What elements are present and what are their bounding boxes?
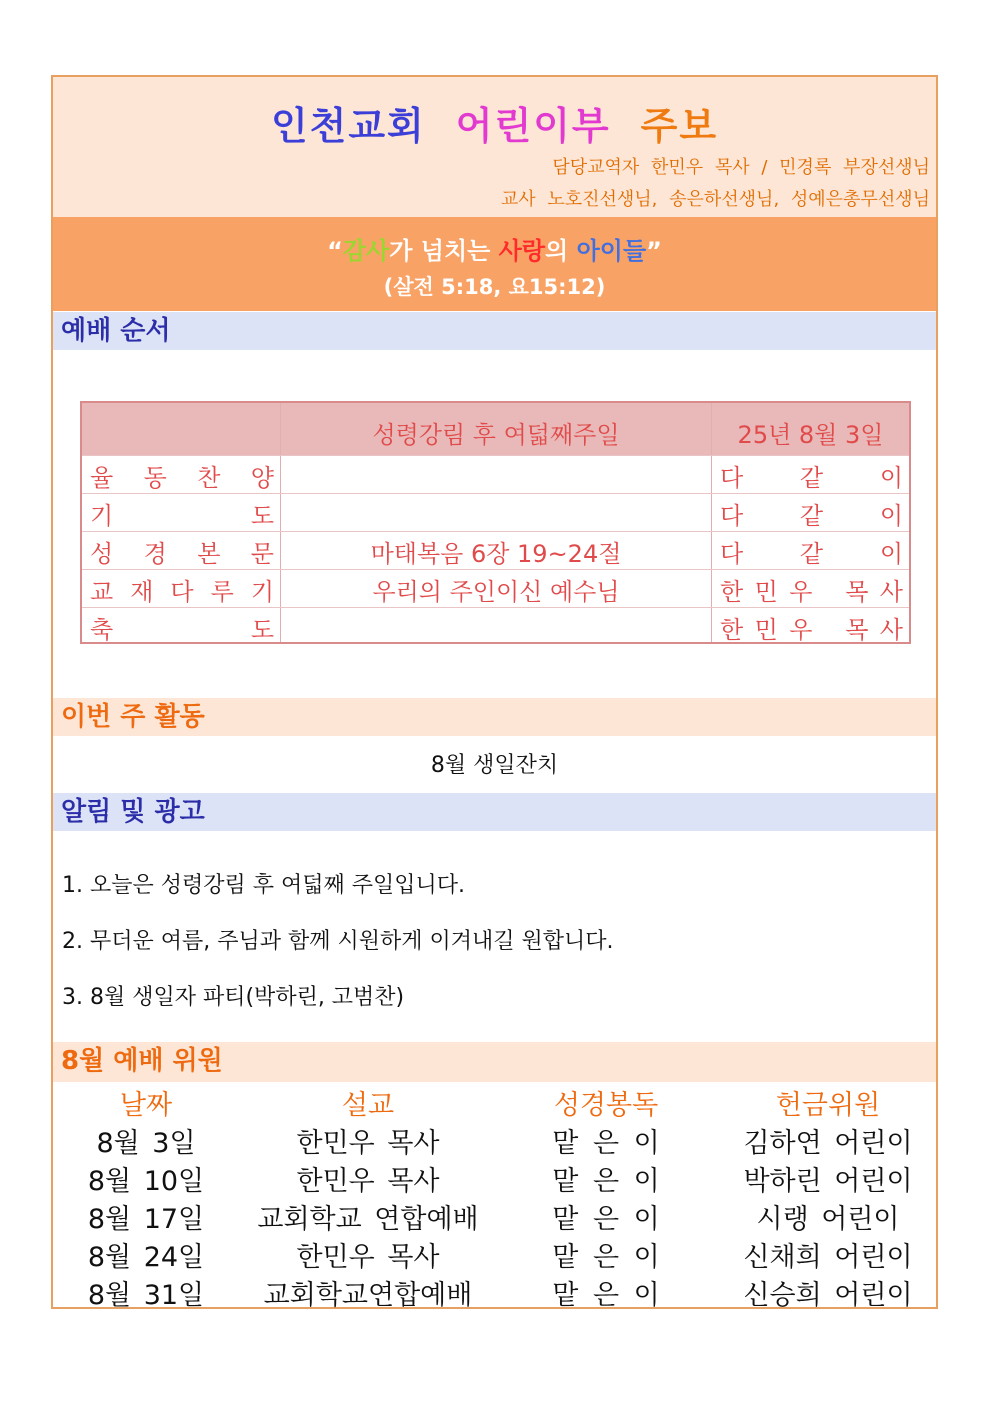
theme-text [53,231,936,266]
duty-cell: 한민우 목사 [296,1242,440,1273]
theme-word-2: 가 넘치는 [389,237,499,265]
order-item [90,496,274,531]
order-leader-char: 이 [879,540,903,568]
section-this-week: 이번 주 활동 [53,698,936,736]
staff-line-1: 담당교역자 한민우 목사 / 민경록 부장선생님 [552,157,930,178]
notice-item: 1. 오늘은 성령강림 후 여덟째 주일입니다. [62,873,465,898]
duty-cell: 박하린 어린이 [743,1166,913,1197]
order-leader-char [824,610,834,645]
order-item-char: 율 [90,464,114,492]
activity-text: 8월 생일잔치 [430,753,559,778]
duty-header: 헌금위원 [775,1090,881,1121]
duty-cell: 맡 은 이 [552,1128,660,1159]
duty-cell: 8월 10일 [87,1166,205,1197]
section-duty: 8월 예배 위원 [53,1042,936,1082]
duty-cell: 신승희 어린이 [743,1280,913,1311]
order-leader-char: 같 [799,464,824,492]
order-leader [720,534,903,569]
duty-cell: 교회학교연합예배 [263,1280,473,1311]
order-item-char: 교 [90,578,114,606]
bulletin-title [53,95,936,150]
quote-open: “ [327,237,343,265]
duty-cell: 8월 24일 [87,1242,205,1273]
theme-verse: (살전 5:18, 요15:12) [383,275,606,299]
order-leader-char [824,572,834,607]
order-item [90,610,274,645]
order-leader-char: 사 [879,616,903,644]
theme-word-love: 사랑 [498,237,546,265]
order-item-char: 도 [250,616,274,644]
order-leader [720,572,903,607]
duty-cell: 신채희 어린이 [743,1242,913,1273]
order-item-char: 본 [197,540,221,568]
order-leader-char: 목 [845,578,869,606]
duty-cell: 한민우 목사 [296,1166,440,1197]
theme-banner [53,217,936,311]
order-item [90,458,274,493]
order-item-char: 찬 [197,464,221,492]
order-leader-char: 목 [845,616,869,644]
title-bulletin: 주보 [640,104,719,148]
title-church: 인천교회 [270,104,426,148]
duty-cell: 맡 은 이 [552,1204,660,1235]
order-leader-char: 이 [879,502,903,530]
duty-cell: 한민우 목사 [296,1128,440,1159]
duty-cell: 시랭 어린이 [756,1204,900,1235]
duty-header: 설교 [341,1090,395,1121]
order-item-char: 문 [250,540,274,568]
notice-item: 3. 8월 생일자 파티(박하린, 고범찬) [62,985,405,1010]
duty-header: 성경봉독 [553,1090,659,1121]
duty-cell: 맡 은 이 [552,1242,660,1273]
order-content: 마태복음 6장 19~24절 [370,540,622,568]
duty-header: 날짜 [119,1090,173,1121]
order-leader-char: 같 [799,502,824,530]
order-leader-char: 같 [799,540,824,568]
duty-cell: 맡 은 이 [552,1166,660,1197]
table-header-title: 성령강림 후 여덟째주일 [372,421,620,449]
order-item-char: 다 [170,578,194,606]
order-leader-char: 우 [789,616,813,644]
order-leader [720,610,903,645]
order-item-char: 기 [250,578,274,606]
section-worship-order: 예배 순서 [53,312,936,350]
order-item [90,534,274,569]
table-header-date: 25년 8월 3일 [737,421,884,449]
quote-close: ” [646,237,662,265]
notice-item: 2. 무더운 여름, 주님과 함께 시원하게 이겨내길 원합니다. [62,929,614,954]
staff-line-2: 교사 노호진선생님, 송은하선생님, 성예은총무선생님 [500,189,930,210]
order-leader-char: 다 [720,464,744,492]
section-notices: 알림 및 광고 [53,793,936,831]
order-item-char: 동 [143,464,167,492]
order-leader-char: 다 [720,502,744,530]
order-leader-char: 우 [789,578,813,606]
order-leader-char: 사 [879,578,903,606]
order-leader-char: 이 [879,464,903,492]
order-leader-char: 한 [720,616,744,644]
order-item-char: 경 [143,540,167,568]
title-dept: 어린이부 [455,104,611,148]
order-leader [720,458,903,493]
order-leader [720,496,903,531]
theme-word-4: 의 [545,237,577,265]
theme-word-children: 아이들 [576,237,647,265]
duty-cell: 맡 은 이 [552,1280,660,1311]
order-leader-char: 한 [720,578,744,606]
order-item-char: 양 [250,464,274,492]
bulletin-header [53,77,936,217]
duty-cell: 8월 17일 [87,1204,205,1235]
order-item [90,572,274,607]
duty-cell: 8월 31일 [87,1280,205,1311]
duty-cell: 김하연 어린이 [743,1128,913,1159]
order-content: 우리의 주인이신 예수님 [372,578,620,606]
worship-order-table [80,401,911,644]
order-leader-char: 민 [754,616,778,644]
order-item-char: 루 [210,578,234,606]
order-item-char: 도 [250,502,274,530]
theme-word-thanks: 감사 [342,237,390,265]
order-leader-char: 민 [754,578,778,606]
duty-cell: 교회학교 연합예배 [257,1204,479,1235]
order-item-char: 성 [90,540,114,568]
order-item-char: 재 [130,578,154,606]
duty-cell: 8월 3일 [96,1128,196,1159]
order-item-char: 축 [90,616,114,644]
order-leader-char: 다 [720,540,744,568]
order-item-char: 기 [90,502,114,530]
